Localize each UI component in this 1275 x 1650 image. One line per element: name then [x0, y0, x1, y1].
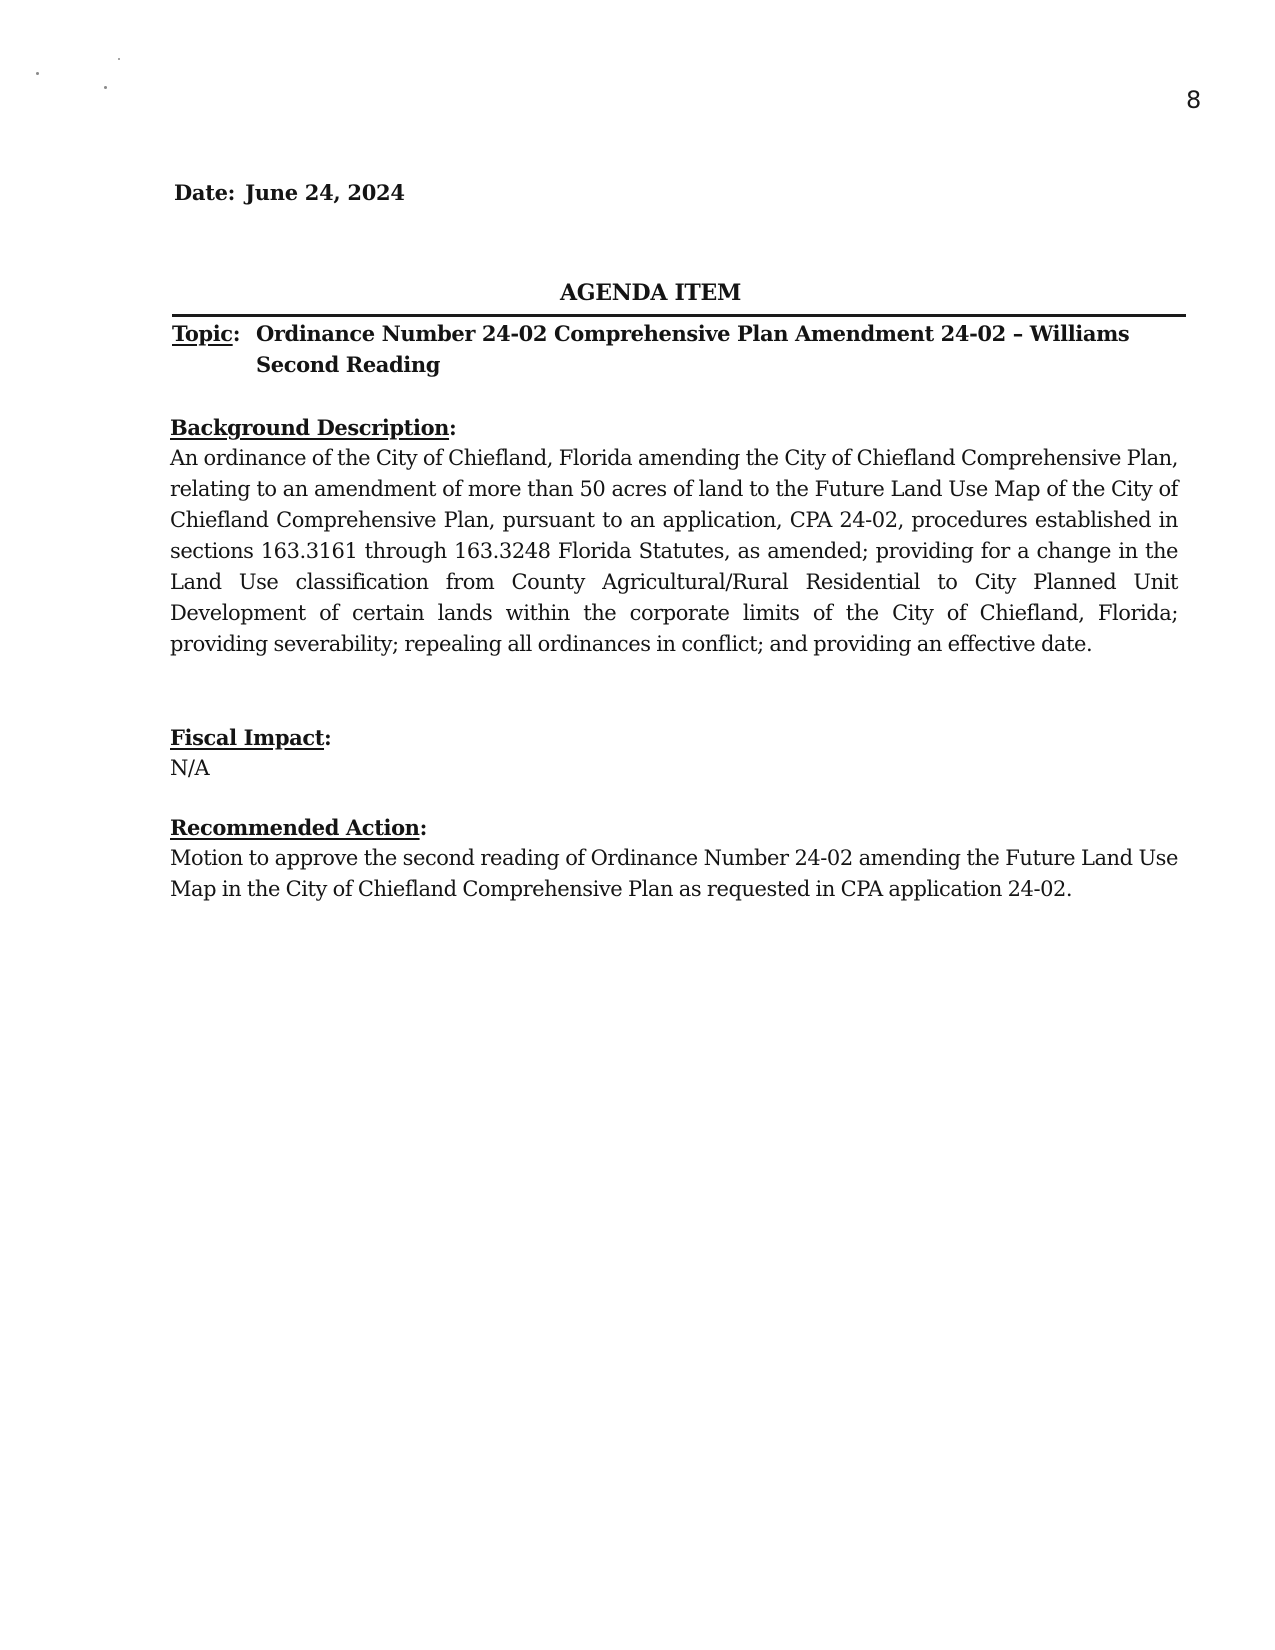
- topic-line-2: Second Reading: [256, 352, 441, 377]
- recommended-action-heading: [170, 812, 1178, 843]
- fiscal-impact-body: N/A: [170, 756, 210, 780]
- recommended-action-section: [170, 812, 1178, 905]
- heading-divider: [172, 314, 1186, 317]
- scan-speck: [104, 86, 107, 89]
- agenda-item-heading: AGENDA ITEM: [560, 280, 742, 306]
- background-heading-text: Background Description: [170, 415, 450, 440]
- recommended-action-heading-text: Recommended Action: [170, 815, 420, 840]
- fiscal-impact-section: [170, 722, 1178, 784]
- page-number: 8: [1186, 86, 1202, 114]
- scan-speck: [36, 72, 39, 75]
- topic-text: [256, 318, 1176, 380]
- topic-label-colon: :: [232, 321, 241, 346]
- background-heading-colon: :: [449, 415, 457, 440]
- recommended-action-body: Motion to approve the second reading of Ordinance Number 24-02 amending the Future Land Use Map in the City of Chiefland Comprehensive Plan as requested in CPA application 24-02.: [170, 846, 1178, 901]
- scan-speck: [118, 58, 120, 60]
- fiscal-impact-heading-text: Fiscal Impact: [170, 725, 325, 750]
- background-body: An ordinance of the City of Chiefland, Florida amending the City of Chiefland Comprehensive Plan, relating to an amendment of more than 50 acres of land to the Future Land Use Map of the City of Chiefland Comprehensive Plan, pursuant to an application, CPA 24-02, procedures established in sections 163.3161 through 163.3248 Florida Statutes, as amended; providing for a change in the Land Use classification from County Agricultural/Rural Residential to City Planned Unit Development of certain lands within the corporate limits of the City of Chiefland, Florida; providing severability; repealing all ordinances in conflict; and providing an effective date.: [170, 446, 1178, 656]
- date-value: June 24, 2024: [245, 180, 405, 205]
- topic-label-text: Topic: [172, 321, 233, 346]
- date-line: [174, 180, 405, 205]
- topic-label: [172, 318, 240, 349]
- fiscal-impact-heading-colon: :: [324, 725, 332, 750]
- background-heading: [170, 412, 1178, 443]
- recommended-action-heading-colon: :: [419, 815, 427, 840]
- fiscal-impact-heading: [170, 722, 1178, 753]
- background-section: [170, 412, 1178, 660]
- topic-line-1: Ordinance Number 24-02 Comprehensive Plan Amendment 24-02 – Williams: [256, 321, 1130, 346]
- date-label: Date:: [174, 180, 236, 205]
